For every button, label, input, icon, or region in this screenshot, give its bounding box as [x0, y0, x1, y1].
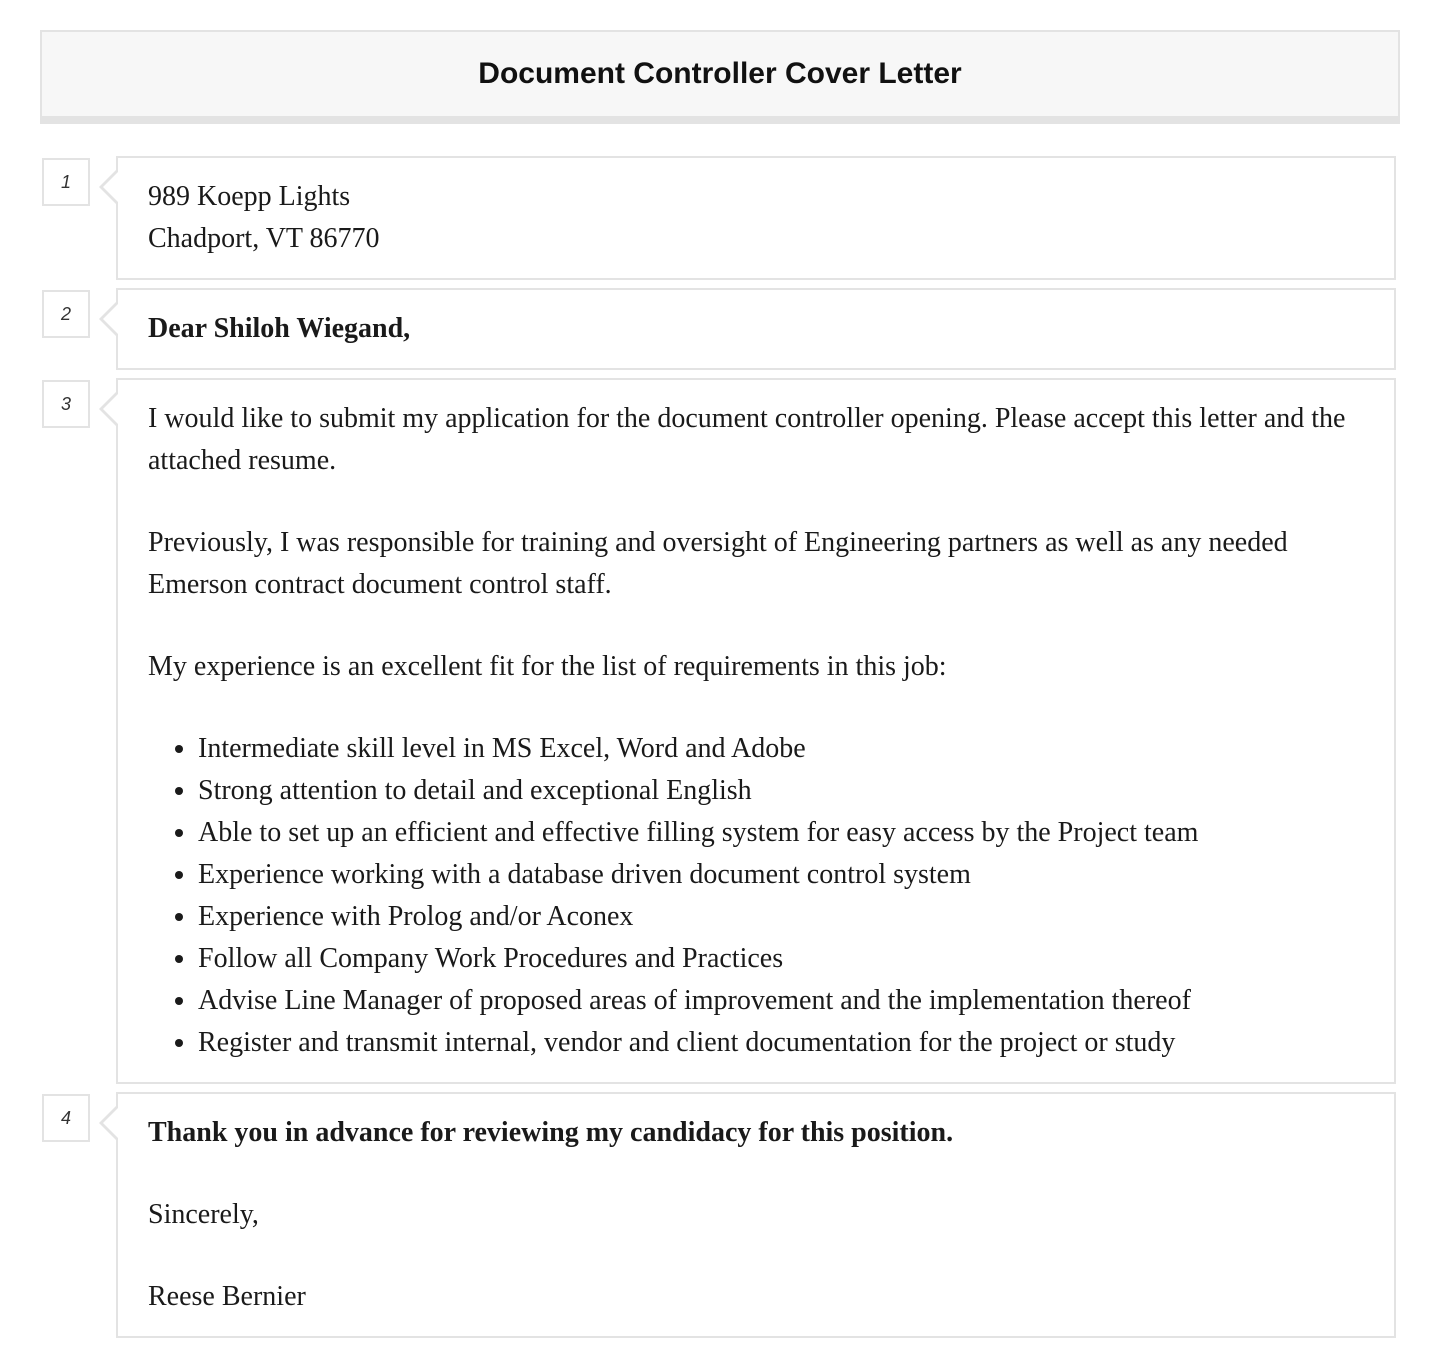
list-item: • Experience with Prolog and/or Aconex [198, 896, 1364, 938]
signoff: Sincerely, [148, 1199, 259, 1230]
body-paragraph-3: My experience is an excellent fit for the list of requirements in this job: [148, 651, 947, 682]
body-block [116, 378, 1396, 1084]
closing-block [116, 1092, 1396, 1338]
list-item: • Intermediate skill level in MS Excel, Word and Adobe [198, 728, 1364, 770]
section-number: 4 [42, 1094, 90, 1142]
section-number: 3 [42, 380, 90, 428]
section-number: 1 [42, 158, 90, 206]
address-block [116, 156, 1396, 280]
list-item: • Follow all Company Work Procedures and Practices [198, 938, 1364, 980]
letter-header [40, 30, 1400, 124]
requirements-list [148, 728, 1364, 1064]
address-line-1: 989 Koepp Lights [148, 181, 351, 212]
closing-statement: Thank you in advance for reviewing my candidacy for this position. [148, 1117, 954, 1148]
address-line-2: Chadport, VT 86770 [148, 223, 380, 254]
section-number: 2 [42, 290, 90, 338]
list-item: • Experience working with a database driven document control system [198, 854, 1364, 896]
list-item: • Strong attention to detail and exceptional English [198, 770, 1364, 812]
page-title: Document Controller Cover Letter [478, 57, 962, 90]
body-paragraph-2: Previously, I was responsible for training and oversight of Engineering partners as well as any needed Emerson contract document control staff. [148, 527, 1288, 600]
signature-name: Reese Bernier [148, 1281, 306, 1312]
greeting-block [116, 288, 1396, 370]
list-item: • Able to set up an efficient and effective filling system for easy access by the Project team [198, 812, 1364, 854]
list-item: • Register and transmit internal, vendor and client documentation for the project or study [198, 1022, 1364, 1064]
greeting: Dear Shiloh Wiegand, [148, 313, 411, 344]
body-paragraph-1: I would like to submit my application for the document controller opening. Please accept this letter and the attached resume. [148, 403, 1346, 476]
list-item: • Advise Line Manager of proposed areas of improvement and the implementation thereof [198, 980, 1364, 1022]
